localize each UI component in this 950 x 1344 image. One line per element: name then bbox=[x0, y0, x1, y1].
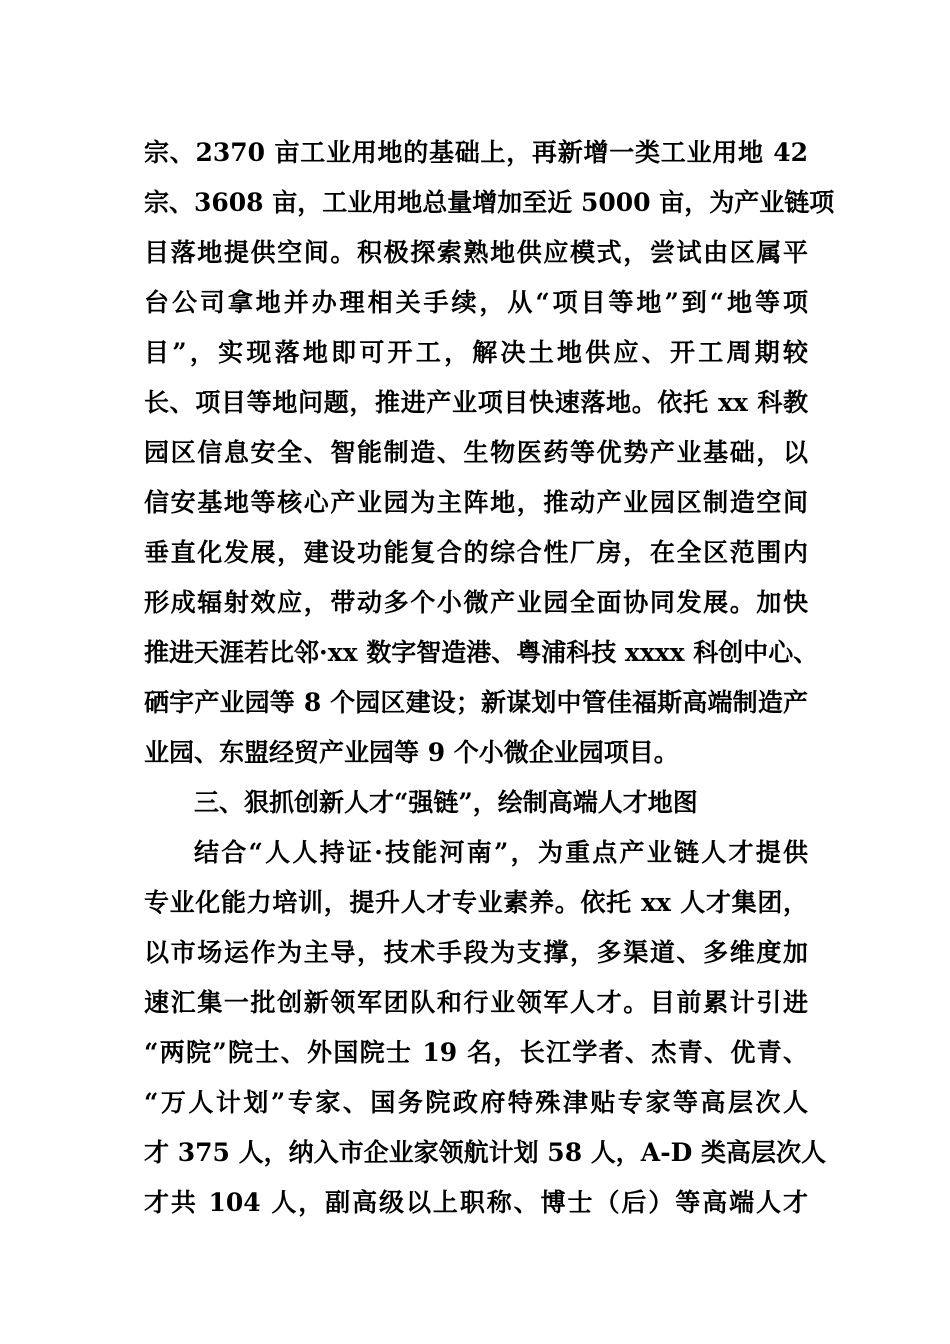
text-line: 宗、3608 亩，工业用地总量增加至近 5000 亩，为产业链项 bbox=[144, 188, 835, 217]
text-line: 信安基地等核心产业园为主阵地，推动产业园区制造空间 bbox=[144, 488, 808, 517]
text-line: 长、项目等地问题，推进产业项目快速落地。依托 xx 科教 bbox=[144, 388, 808, 417]
body-text bbox=[144, 128, 835, 1228]
text-line: 目”，实现落地即可开工，解决土地供应、开工周期较 bbox=[144, 338, 808, 367]
text-line: 速汇集一批创新领军团队和行业领军人才。目前累计引进 bbox=[144, 988, 808, 1017]
text-line: 业园、东盟经贸产业园等 9 个小微企业园项目。 bbox=[144, 738, 679, 767]
text-line: 专业化能力培训，提升人才专业素养。依托 xx 人才集团， bbox=[144, 888, 808, 917]
text-line: 以市场运作为主导，技术手段为支撑，多渠道、多维度加 bbox=[144, 938, 808, 967]
text-line: 硒宇产业园等 8 个园区建设；新谋划中管佳福斯高端制造产 bbox=[144, 688, 808, 717]
text-line: 形成辐射效应，带动多个小微产业园全面协同发展。加快 bbox=[144, 588, 808, 617]
text-line: 宗、2370 亩工业用地的基础上，再新增一类工业用地 42 bbox=[144, 138, 808, 167]
text-line: 结合“人人持证·技能河南”，为重点产业链人才提供 bbox=[194, 838, 808, 867]
text-line: 垂直化发展，建设功能复合的综合性厂房，在全区范围内 bbox=[144, 538, 808, 567]
text-line: “万人计划”专家、国务院政府特殊津贴专家等高层次人 bbox=[144, 1088, 808, 1117]
text-line: 园区信息安全、智能制造、生物医药等优势产业基础，以 bbox=[144, 438, 808, 467]
text-line: 台公司拿地并办理相关手续，从“项目等地”到“地等项 bbox=[144, 288, 808, 317]
text-line: 目落地提供空间。积极探索熟地供应模式，尝试由区属平 bbox=[144, 238, 808, 267]
text-line: “两院”院士、外国院士 19 名，长江学者、杰青、优青、 bbox=[144, 1038, 808, 1067]
text-line: 才共 104 人，副高级以上职称、博士（后）等高端人才 bbox=[144, 1188, 808, 1217]
text-line: 推进天涯若比邻·xx 数字智造港、粤浦科技 xxxx 科创中心、 bbox=[144, 638, 819, 667]
section-heading: 三、狠抓创新人才“强链”，绘制高端人才地图 bbox=[194, 788, 698, 817]
text-line: 才 375 人，纳入市企业家领航计划 58 人，A-D 类高层次人 bbox=[144, 1138, 826, 1167]
